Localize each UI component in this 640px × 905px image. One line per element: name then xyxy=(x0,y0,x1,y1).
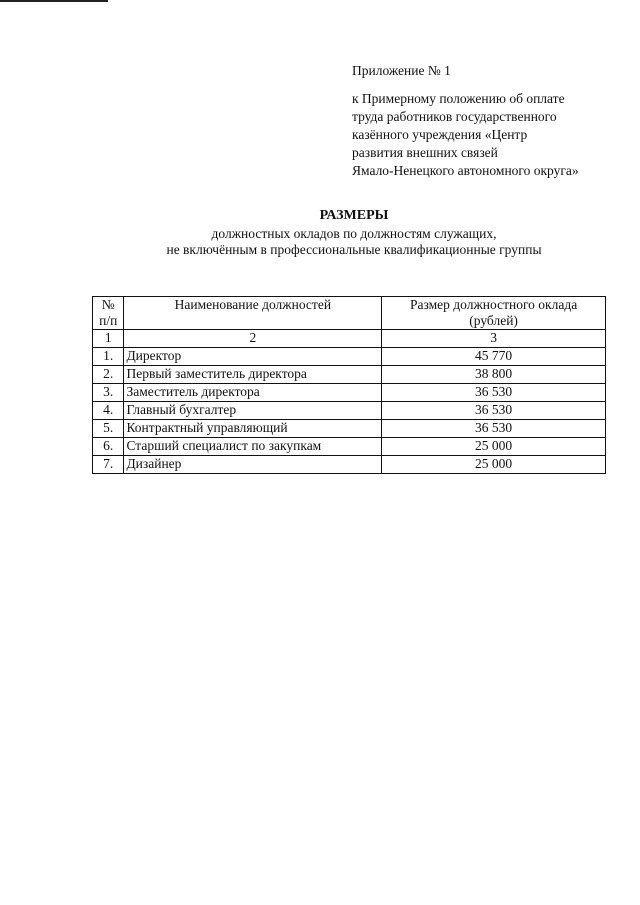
table-row xyxy=(93,384,606,402)
appendix-line: Ямало-Ненецкого автономного округа» xyxy=(352,163,579,178)
row-num: 6. xyxy=(93,438,124,456)
document-subtitle-line-1: должностных окладов по должностям служащих, xyxy=(211,226,497,241)
row-salary: 36 530 xyxy=(382,384,606,402)
appendix-block xyxy=(352,62,622,180)
row-num: 4. xyxy=(93,402,124,420)
salary-table xyxy=(92,296,606,474)
table-row xyxy=(93,456,606,474)
row-name: Старший специалист по закупкам xyxy=(124,438,382,456)
row-name: Контрактный управляющий xyxy=(124,420,382,438)
row-num: 1. xyxy=(93,348,124,366)
table-row xyxy=(93,366,606,384)
row-name: Главный бухгалтер xyxy=(124,402,382,420)
row-name: Дизайнер xyxy=(124,456,382,474)
header-name: Наименование должностей xyxy=(124,297,382,330)
table-row xyxy=(93,402,606,420)
document-title: РАЗМЕРЫ xyxy=(319,208,389,223)
table-row xyxy=(93,348,606,366)
row-name: Первый заместитель директора xyxy=(124,366,382,384)
row-num: 3. xyxy=(93,384,124,402)
appendix-line: развития внешних связей xyxy=(352,145,498,160)
table-row xyxy=(93,438,606,456)
document-subtitle-line-2: не включённым в профессиональные квалификационные группы xyxy=(166,242,542,257)
row-num: 5. xyxy=(93,420,124,438)
appendix-line: труда работников государственного xyxy=(352,109,557,124)
row-name: Заместитель директора xyxy=(124,384,382,402)
row-salary: 25 000 xyxy=(382,438,606,456)
appendix-line: к Примерному положению об оплате xyxy=(352,91,565,106)
header-num: № п/п xyxy=(93,297,124,330)
row-name: Директор xyxy=(124,348,382,366)
appendix-line: казённого учреждения «Центр xyxy=(352,127,528,142)
column-number-row xyxy=(93,330,606,348)
appendix-title: Приложение № 1 xyxy=(352,63,451,78)
top-rule xyxy=(0,0,108,2)
header-salary: Размер должностного оклада (рублей) xyxy=(382,297,606,330)
row-salary: 38 800 xyxy=(382,366,606,384)
row-salary: 45 770 xyxy=(382,348,606,366)
row-salary: 25 000 xyxy=(382,456,606,474)
row-num: 7. xyxy=(93,456,124,474)
document-heading xyxy=(60,208,640,258)
table-row xyxy=(93,420,606,438)
column-number: 1 xyxy=(93,330,124,348)
column-number: 3 xyxy=(382,330,606,348)
row-salary: 36 530 xyxy=(382,420,606,438)
table-header-row xyxy=(93,297,606,330)
column-number: 2 xyxy=(124,330,382,348)
row-num: 2. xyxy=(93,366,124,384)
row-salary: 36 530 xyxy=(382,402,606,420)
